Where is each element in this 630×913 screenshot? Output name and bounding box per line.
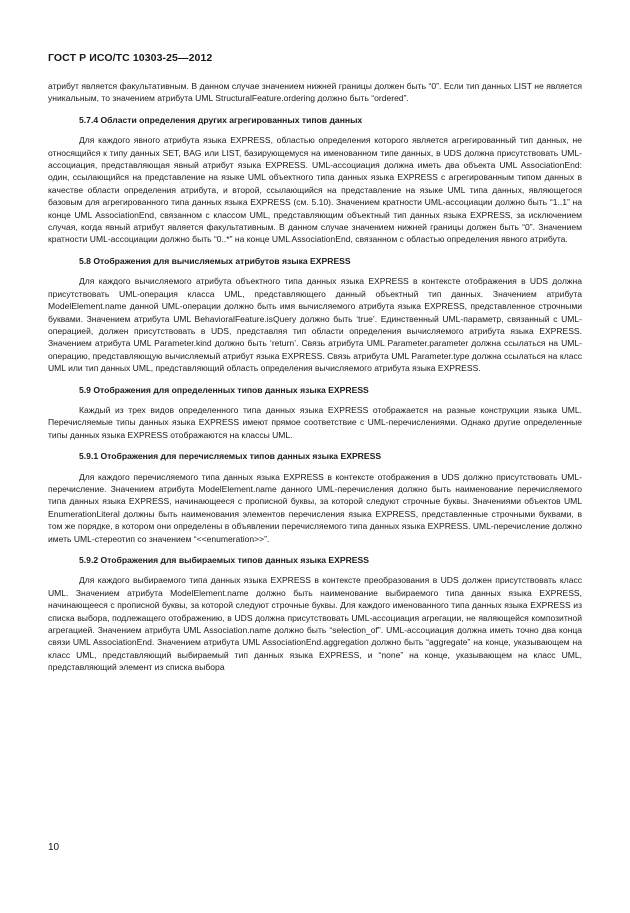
section-heading-5-7-4: 5.7.4 Области определения других агрегированных типов данных: [79, 114, 363, 125]
paragraph-5-8: Для каждого вычисляемого атрибута объектного типа данных языка EXPRESS в контексте отображения в UDS должна присутствовать UML-операция класса UML, представляющего данный объектный тип данных. Значением атрибута ModelElement.name данной UML-операции должно быть имя вычисляемого атрибута языка EXPRESS, представленное строчными буквами. Значением атрибута UML BehavioralFeature.isQuery должно быть ‘true’. Единственный UML-параметр, связанный с UML-операцией, должен присутствовать в UDS, представляя тип области определения вычисляемого атрибута языка EXPRESS. Значением атрибута UML Parameter.kind должно быть ‘return’. Связь атрибута UML Parameter.parameter должна ссылаться на UML-операцию, представляющую вычисляемый атрибут языка EXPRESS. Связь атрибута UML Parameter.type должна ссылаться на класс UML или тип данных UML, представляющий область определения вычисляемого атрибута языка EXPRESS.: [48, 276, 582, 374]
continuation-paragraph: атрибут является факультативным. В данном случае значением нижней границы должен быть “0”. Если тип данных LIST не является уникальным, то значением атрибута UML StructuralFeature.ordering должно быть “ordered”.: [48, 81, 582, 104]
page-content: [48, 80, 582, 683]
section-heading-5-9-1: 5.9.1 Отображения для перечисляемых типов данных языка EXPRESS: [79, 451, 382, 462]
section-heading-5-8: 5.8 Отображения для вычисляемых атрибутов языка EXPRESS: [79, 255, 351, 266]
running-header: ГОСТ Р ИСО/ТС 10303-25—2012: [48, 52, 213, 64]
paragraph-5-7-4: Для каждого явного атрибута языка EXPRESS, областью определения которого является агрегированный тип данных, не относящийся к типу данных SET, BAG или LIST, базирующемуся на именованном типе данных, в UDS должна присутствовать UML-ассоциация, представляющая явный атрибут языка EXPRESS. UML-ассоциация должна иметь два объекта UML AssociationEnd: один, ссылающийся на представление на языке UML объектного типа данных языка EXPRESS с агрегированным типом данных в качестве области определения атрибута, и второй, ссылающийся на представление на языке UML типа данных, являющегося базовым для агрегированного типа данных языка EXPRESS (см. 5.10). Значением кратности UML-ассоциации должно быть “1..1” на конце UML AssociationEnd, связанном с классом UML, представляющим объектный тип данных языка EXPRESS, за исключением случая, когда явный атрибут является факультативным. В данном случае значением нижней границы должен быть “0”. Значением кратности UML-ассоциации должно быть “0..*” на конце UML AssociationEnd, связанном с областью определения явного атрибута.: [48, 135, 582, 245]
paragraph-5-9: Каждый из трех видов определенного типа данных языка EXPRESS отображается на разные конструкции языка UML. Перечисляемые типы данных языка EXPRESS имеют прямое соответствие с UML-перечислениями. Однако другие определенные типы данных языка EXPRESS отображаются на классы UML.: [48, 404, 582, 440]
page-number: 10: [48, 842, 60, 853]
section-heading-5-9: 5.9 Отображения для определенных типов данных языка EXPRESS: [79, 384, 369, 395]
paragraph-5-9-1: Для каждого перечисляемого типа данных языка EXPRESS в контексте отображения в UDS должно присутствовать UML-перечисление. Значением атрибута ModelElement.name данного UML-перечисления должно быть наименование перечисляемого типа данных языка EXPRESS, начинающееся с прописной буквы, за которой следуют строчные буквы. Значениями объектов UML EnumerationLiteral должны быть наименования элементов перечисления языка EXPRESS, представленные строчными буквами, в том же порядке, в котором они определены в объявлении перечисляемого типа данных языка EXPRESS. UML-перечисление должно иметь UML-стереотип со значением “<<enumeration>>”.: [48, 471, 582, 544]
paragraph-5-9-2: Для каждого выбираемого типа данных языка EXPRESS в контексте преобразования в UDS должен присутствовать класс UML. Значением атрибута ModelElement.name должно быть наименование выбираемого типа данных языка EXPRESS, начинающееся с прописной буквы, за которой следуют строчные буквы. Для каждого именованного типа данных языка EXPRESS из списка выбора, подлежащего отображению, в UDS должна присутствовать UML-ассоциация агрегации, не являющейся композитной агрегацией. Значением атрибута UML Association.name должно быть “selection_of”. UML-ассоциация должна иметь точно два конца связи UML AssociationEnd. Значением атрибута UML AssociationEnd.aggregation должно быть “aggregate” на конце, указывающем на класс UML, представляющий выбираемый тип данных языка EXPRESS, и “none” на конце, указывающем на класс UML, представляющий элемент из списка выбора: [48, 575, 582, 673]
section-heading-5-9-2: 5.9.2 Отображения для выбираемых типов данных языка EXPRESS: [79, 555, 370, 565]
